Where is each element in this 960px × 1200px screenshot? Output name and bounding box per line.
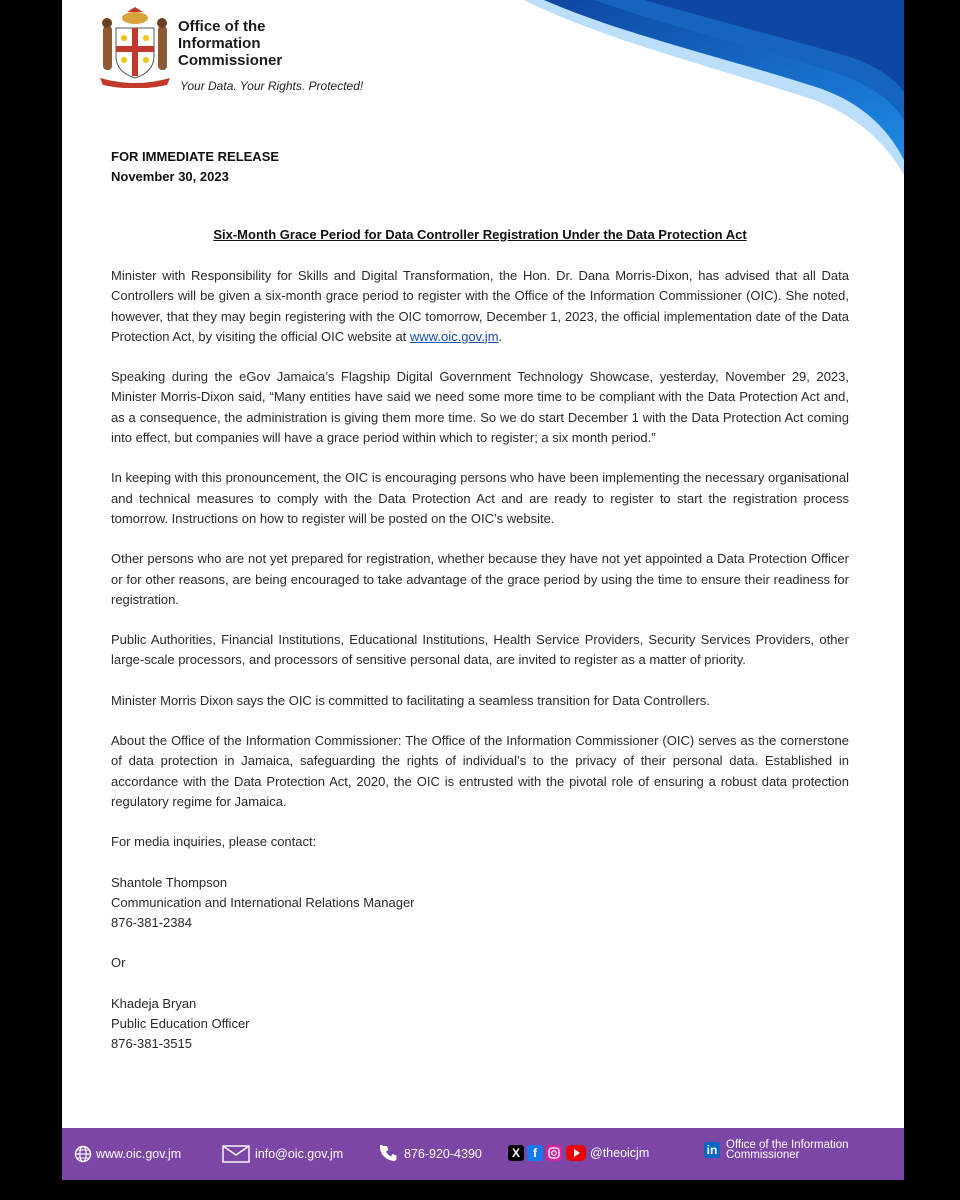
- tagline: Your Data. Your Rights. Protected!: [180, 79, 364, 93]
- footer-website[interactable]: [74, 1145, 181, 1163]
- paragraph-4: Other persons who are not yet prepared for registration, whether because they have not yet appointed a Data Protection Officer or for other reasons, are being encouraged to take advantage of the grace period by using the time to ensure their readiness for registration.: [111, 551, 849, 607]
- footer-linkedin-line2: Commissioner: [726, 1149, 800, 1161]
- footer-email-text: info@oic.gov.jm: [255, 1147, 344, 1161]
- release-block: [111, 147, 279, 187]
- paragraph-1-end: .: [498, 328, 503, 344]
- blue-swoosh-decoration: [484, 0, 904, 190]
- paragraph-5: Public Authorities, Financial Institutions, Educational Institutions, Health Service Providers, Security Services Providers, other large-scale processors, and processors of sensitive personal data, are invited to register as a matter of priority.: [111, 632, 849, 668]
- linkedin-icon: in: [704, 1142, 720, 1158]
- footer-social-handle: @theoicjm: [590, 1146, 650, 1160]
- contact-1-title: Communication and International Relations Manager: [111, 894, 415, 910]
- footer-bar: [62, 1128, 904, 1180]
- organization-name: [178, 18, 378, 69]
- footer-linkedin[interactable]: [704, 1140, 849, 1160]
- paragraph-6: Minister Morris Dixon says the OIC is committed to facilitating a seamless transition for Data Controllers.: [111, 692, 710, 708]
- instagram-icon[interactable]: [546, 1145, 562, 1161]
- org-name-line1: Office of the: [178, 18, 266, 35]
- paragraph-1: [111, 266, 849, 347]
- x-icon[interactable]: X: [508, 1145, 524, 1161]
- contact-1-phone: 876-381-2384: [111, 915, 192, 931]
- org-name-line2: Information: [178, 35, 261, 52]
- footer-social: [508, 1145, 649, 1161]
- facebook-icon[interactable]: f: [527, 1145, 543, 1161]
- footer-linkedin-line1: Office of the Information: [726, 1139, 849, 1151]
- or-separator: Or: [111, 955, 126, 971]
- release-date: November 30, 2023: [111, 169, 229, 184]
- paragraph-7: About the Office of the Information Commissioner: The Office of the Information Commissioner (OIC) serves as the cornerstone of data protection in Jamaica, safeguarding the rights of individual’s to the privacy of their personal data. Established in accordance with the Data Protection Act, 2020, the OIC is entrusted with the pivotal role of ensuring a robust data protection regulatory regime for Jamaica.: [111, 733, 849, 809]
- press-release-page: [62, 0, 904, 1180]
- release-label: FOR IMMEDIATE RELEASE: [111, 149, 280, 164]
- globe-icon: [74, 1145, 92, 1163]
- contact-2-name: Khadeja Bryan: [111, 995, 197, 1011]
- paragraph-1-text: Minister with Responsibility for Skills and Digital Transformation, the Hon. Dr. Dana Morris-Dixon, has advised that all Data Controllers will be given a six-month grace period to register with the Office of the Information Commissioner (OIC). She noted, however, that they may begin registering with the OIC tomorrow, December 1, 2023, the official implementation date of the Data Protection Act, by visiting the official OIC website at: [111, 268, 849, 344]
- contact-2-phone: 876-381-3515: [111, 1036, 192, 1052]
- org-name-line3: Commissioner: [178, 52, 283, 69]
- mail-icon: [222, 1145, 250, 1163]
- website-link[interactable]: www.oic.gov.jm: [409, 328, 499, 344]
- phone-icon: [380, 1145, 398, 1163]
- media-intro: For media inquiries, please contact:: [111, 834, 317, 850]
- youtube-icon[interactable]: [566, 1145, 586, 1161]
- contact-1: [111, 873, 849, 934]
- contact-2-title: Public Education Officer: [111, 1016, 250, 1032]
- contact-1-name: Shantole Thompson: [111, 874, 228, 890]
- footer-email[interactable]: [222, 1145, 343, 1163]
- paragraph-3: In keeping with this pronouncement, the OIC is encouraging persons who have been implementing the necessary organisational and technical measures to comply with the Data Protection Act and are ready to register to start the registration process tomorrow. Instructions on how to register will be posted on the OIC’s website.: [111, 470, 849, 526]
- footer-phone-text: 876-920-4390: [404, 1147, 482, 1161]
- headline: Six-Month Grace Period for Data Controller Registration Under the Data Protection Act: [213, 227, 747, 242]
- contact-2: [111, 994, 849, 1055]
- coat-of-arms-icon: [94, 6, 176, 88]
- footer-website-text: www.oic.gov.jm: [96, 1147, 182, 1161]
- footer-phone[interactable]: [380, 1145, 482, 1163]
- body-text: [111, 266, 849, 1075]
- paragraph-2: Speaking during the eGov Jamaica’s Flagship Digital Government Technology Showcase, yesterday, November 29, 2023, Minister Morris-Dixon said, “Many entities have said we need some more time to be compliant with the Data Protection Act and, as a consequence, the administration is giving them more time. So we do start December 1 with the Data Protection Act coming into effect, but companies will have a grace period within which to register; a six month period.”: [111, 369, 849, 446]
